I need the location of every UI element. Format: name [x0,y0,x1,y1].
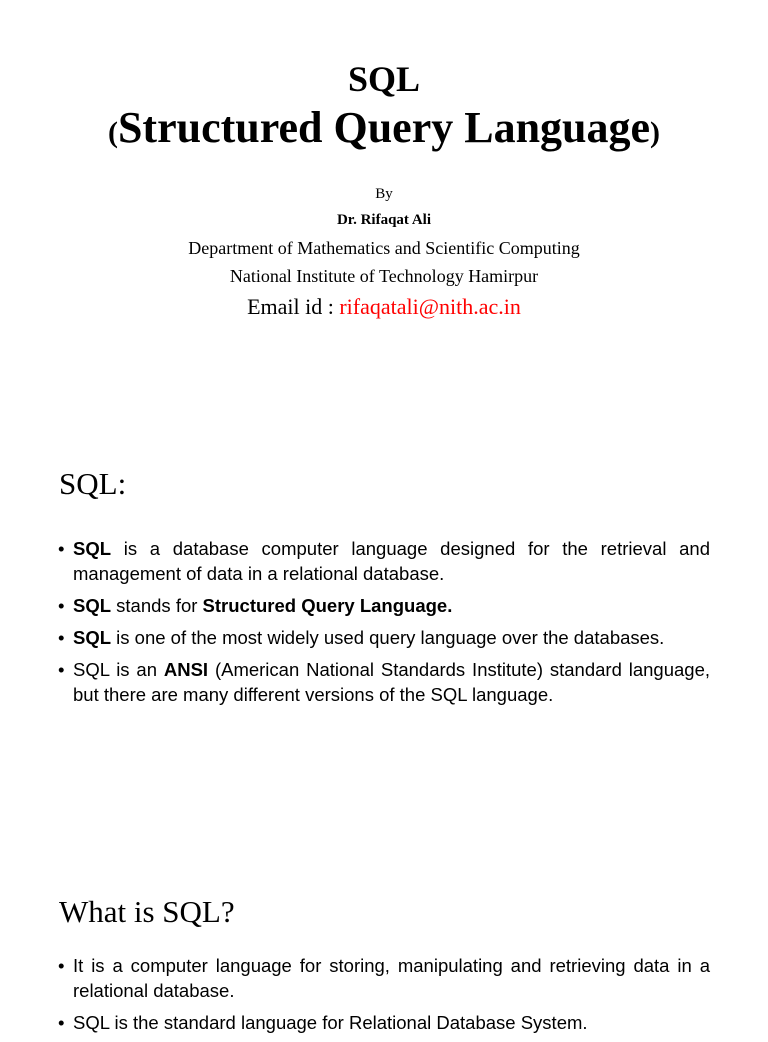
bullet-text: is one of the most widely used query language over the databases. [111,627,665,648]
email-label: Email id : [247,294,340,319]
bullet-bold-term: Structured Query Language. [202,595,453,616]
bullet-icon: • [58,1012,65,1033]
bullet-bold-term: ANSI [163,659,209,680]
bullet-bold-term: SQL [73,538,112,559]
bullet-bold-term: SQL [73,595,112,616]
bullet-icon: • [58,627,65,648]
bullet-text: (American National Standards Institute) standard language, but there are many different versions of the SQL language. [73,659,710,705]
slide-title: SQL [347,59,421,99]
slide-heading: What is SQL? [59,894,235,929]
bullet-text: stands for [111,595,203,616]
list-item [58,1010,710,1035]
slide-subtitle [0,102,768,159]
sql-slide [0,440,768,830]
bullet-text: SQL is an [73,659,164,680]
bullet-icon: • [58,538,65,559]
bullet-icon: • [58,955,65,976]
by-label: By [375,186,393,202]
slide-heading: SQL: [59,466,127,501]
subtitle-text: Structured Query Language [117,103,651,152]
author-name: Dr. Rifaqat Ali [336,212,432,228]
list-item [58,657,710,707]
title-slide [0,0,768,430]
email-address: rifaqatali@nith.ac.in [339,294,521,319]
email-line [0,294,768,320]
department-name: Department of Mathematics and Scientific Computing [188,238,580,258]
bullet-text: SQL is the standard language for Relational Database System. [73,1012,588,1033]
bullet-text: It is a computer language for storing, manipulating and retrieving data in a relational database. [73,955,710,1001]
list-item [58,625,710,650]
bullet-list [58,536,710,714]
bullet-list [58,953,710,1042]
bullet-text: is a database computer language designed for the retrieval and management of data in a relational database. [73,538,710,584]
list-item [58,953,710,1003]
bullet-icon: • [58,659,65,680]
subtitle-open-paren: ( [107,116,118,149]
list-item [58,536,710,586]
subtitle-close-paren: ) [650,116,661,149]
institute-name: National Institute of Technology Hamirpur [229,266,539,286]
list-item [58,593,710,618]
what-is-sql-slide [0,850,768,1033]
bullet-bold-term: SQL [73,627,112,648]
bullet-icon: • [58,595,65,616]
